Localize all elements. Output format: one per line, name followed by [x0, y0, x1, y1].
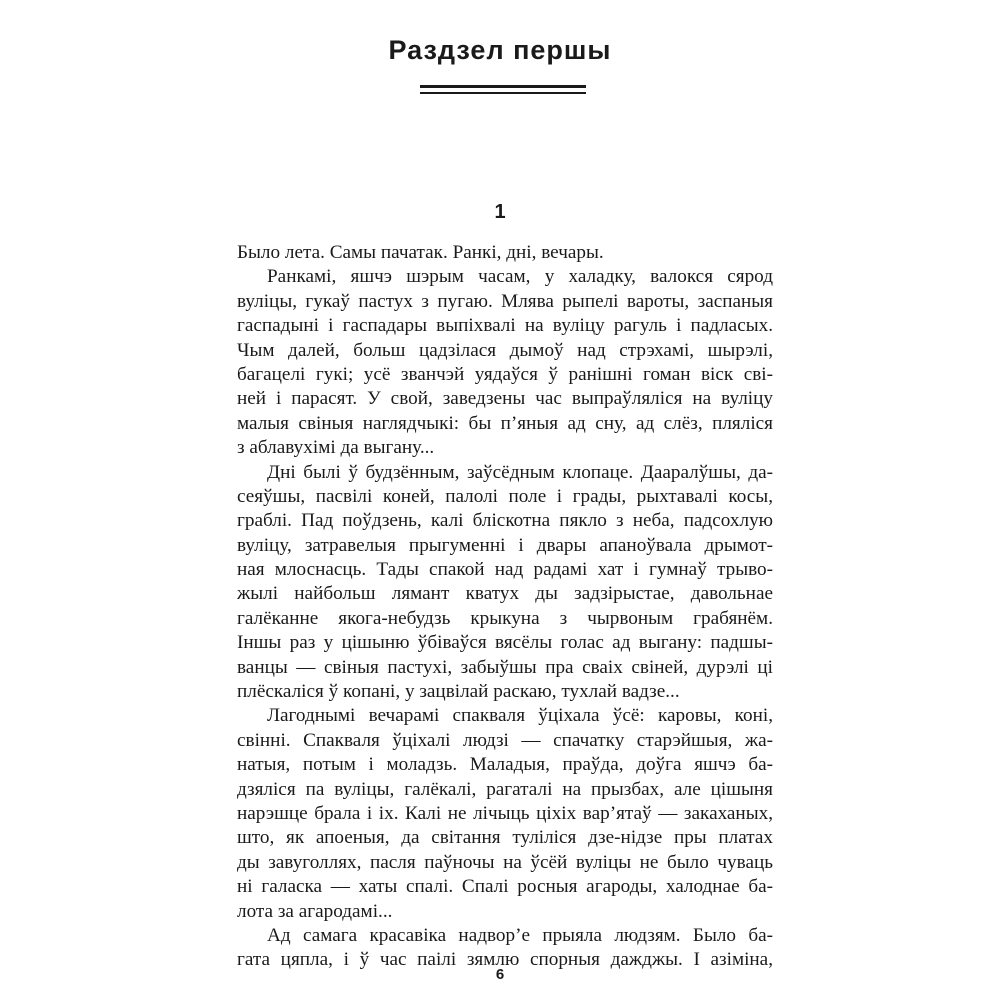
chapter-number: 1	[494, 201, 506, 223]
text-line: дзяліся па вуліцы, галёкалі, рагаталі на прызбах, але цішыня	[237, 778, 773, 800]
text-line: вуліцу, затравелыя прыгуменні і двары апаноўвала дрымот-	[237, 534, 773, 556]
text-line: плёскаліся ў копані, у зацвілай раскаю, тухлай вадзе...	[237, 681, 680, 703]
title-underline-thick	[420, 85, 586, 88]
text-line: малыя свіныя наглядчыкі: бы п’яныя ад сну, ад слёз, пляліся	[237, 412, 773, 434]
text-line: нарэшце брала і іх. Калі не лічыць ціхіх вар’ятаў — закаханых,	[237, 802, 773, 824]
text-line: Дні былі ў будзённым, заўсёдным клопаце. Дааралўшы, да-	[267, 461, 773, 483]
text-line: свінні. Спакваля ўціхалі людзі — спачатку старэйшыя, жа-	[237, 729, 773, 751]
text-line: ванцы — свіныя пастухі, забыўшы пра сваіх свіней, дурэлі ці	[237, 656, 773, 678]
text-line: сеяўшы, пасвілі коней, палолі поле і грады, рыхтавалі косы,	[237, 485, 773, 507]
title-underline-thin	[420, 92, 586, 94]
text-line: Было лета. Самы пачатак. Ранкі, дні, вечары.	[237, 242, 604, 263]
text-line: Іншы раз у цішыню ўбіваўся вясёлы голас ад выгану: падшы-	[237, 632, 773, 654]
text-line: гата цяпла, і ў час паілі зямлю спорныя дажджы. І азіміна,	[237, 949, 773, 971]
text-line: натыя, потым і моладзь. Маладыя, праўда, доўга яшчэ ба-	[237, 754, 773, 776]
text-line: ная млоснасць. Тады спакой над радамі хат і гумнаў трыво-	[237, 559, 773, 581]
text-line: граблі. Пад поўдзень, калі бліскотна пякло з неба, падсохлую	[237, 510, 773, 532]
text-line: гаспадыні і гаспадары выпіхвалі на вуліцу рагуль і падласых.	[237, 315, 773, 337]
text-line: лота за агародамі...	[237, 900, 393, 922]
text-line: ней і парасят. У свой, заведзены час выпраўляліся на вуліцу	[237, 388, 773, 410]
text-line: Лагоднымі вечарамі спакваля ўцiхала ўсё: каровы, коні,	[267, 705, 773, 727]
text-line: галёканне якога-небудзь крыкуна з чырвоным грабянём.	[237, 607, 773, 629]
text-line: ды завуголлях, пасля паўночы на ўсёй вуліцы не было чуваць	[237, 851, 773, 873]
text-line: багацелі гукі; усё званчэй уядаўся ў ранішні гоман віск сві-	[237, 363, 773, 385]
text-line: Ранкамі, яшчэ шэрым часам, у халадку, валокся сярод	[267, 266, 773, 288]
chapter-body-text	[237, 241, 773, 973]
text-line: з аблавухімі да выгану...	[237, 437, 435, 459]
page-number: 6	[495, 966, 505, 983]
text-line: Чым далей, больш цадзілася дымоў над стрэхамі, шырэлі,	[237, 339, 773, 361]
part-title: Раздзел першы	[388, 35, 612, 65]
text-line: жылі найбольш лямант кватух ды задзірыстае, давольнае	[237, 583, 773, 605]
text-line: што, як апоеныя, да світання туліліся дзе-нідзе пры платах	[237, 827, 773, 849]
text-line: вуліцы, гукаў пастух з пугаю. Млява рыпелі вароты, заспаныя	[237, 290, 773, 312]
text-line: ні галаска — хаты спалі. Спалі росныя агароды, халоднае ба-	[237, 876, 773, 898]
text-line: Ад самага красавіка надвор’е прыяла людзям. Было ба-	[267, 924, 773, 946]
